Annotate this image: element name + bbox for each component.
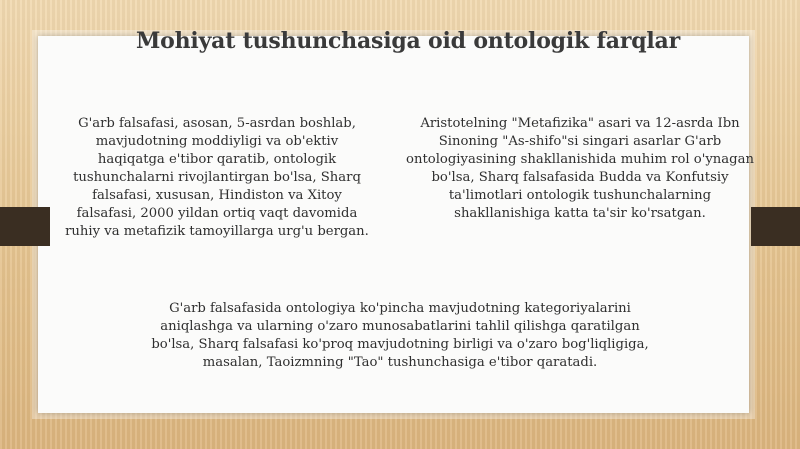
left-side-tab [0, 207, 50, 246]
paragraph-bottom: G'arb falsafasida ontologiya ko'pincha mavjudotning kategoriyalarini aniqlashga va ularning o'zaro munosabatlarini tahlil qilishga qaratilgan bo'lsa, Sharq falsafasi ko'proq mavjudotning birligi va o'zaro bog'liqligiga, masalan, Taoizmning "Tao" tushunchasiga e'tibor qaratadi. [151, 301, 649, 370]
paragraph-right: Aristotelning "Metafizika" asari va 12-asrda Ibn Sinoning "As-shifo"si singari asarlar G'arb ontologiyasining shakllanishida muhim rol o'ynagan bo'lsa, Sharq falsafasida Budda va Konfutsiy ta'limotlari ontologik tushunchalarning shakllanishiga katta ta'sir ko'rsatgan. [406, 116, 754, 221]
slide-title: Mohiyat tushunchasiga oid ontologik farqlar [136, 28, 680, 54]
paragraph-left: G'arb falsafasi, asosan, 5-asrdan boshlab, mavjudotning moddiyligi va ob'ektiv haqiqatga e'tibor qaratib, ontologik tushunchalarni rivojlantirgan bo'lsa, Sharq falsafasi, xususan, Hindiston va Xitoy falsafasi, 2000 yildan ortiq vaqt davomida ruhiy va metafizik tamoyillarga urg'u bergan. [65, 116, 369, 239]
